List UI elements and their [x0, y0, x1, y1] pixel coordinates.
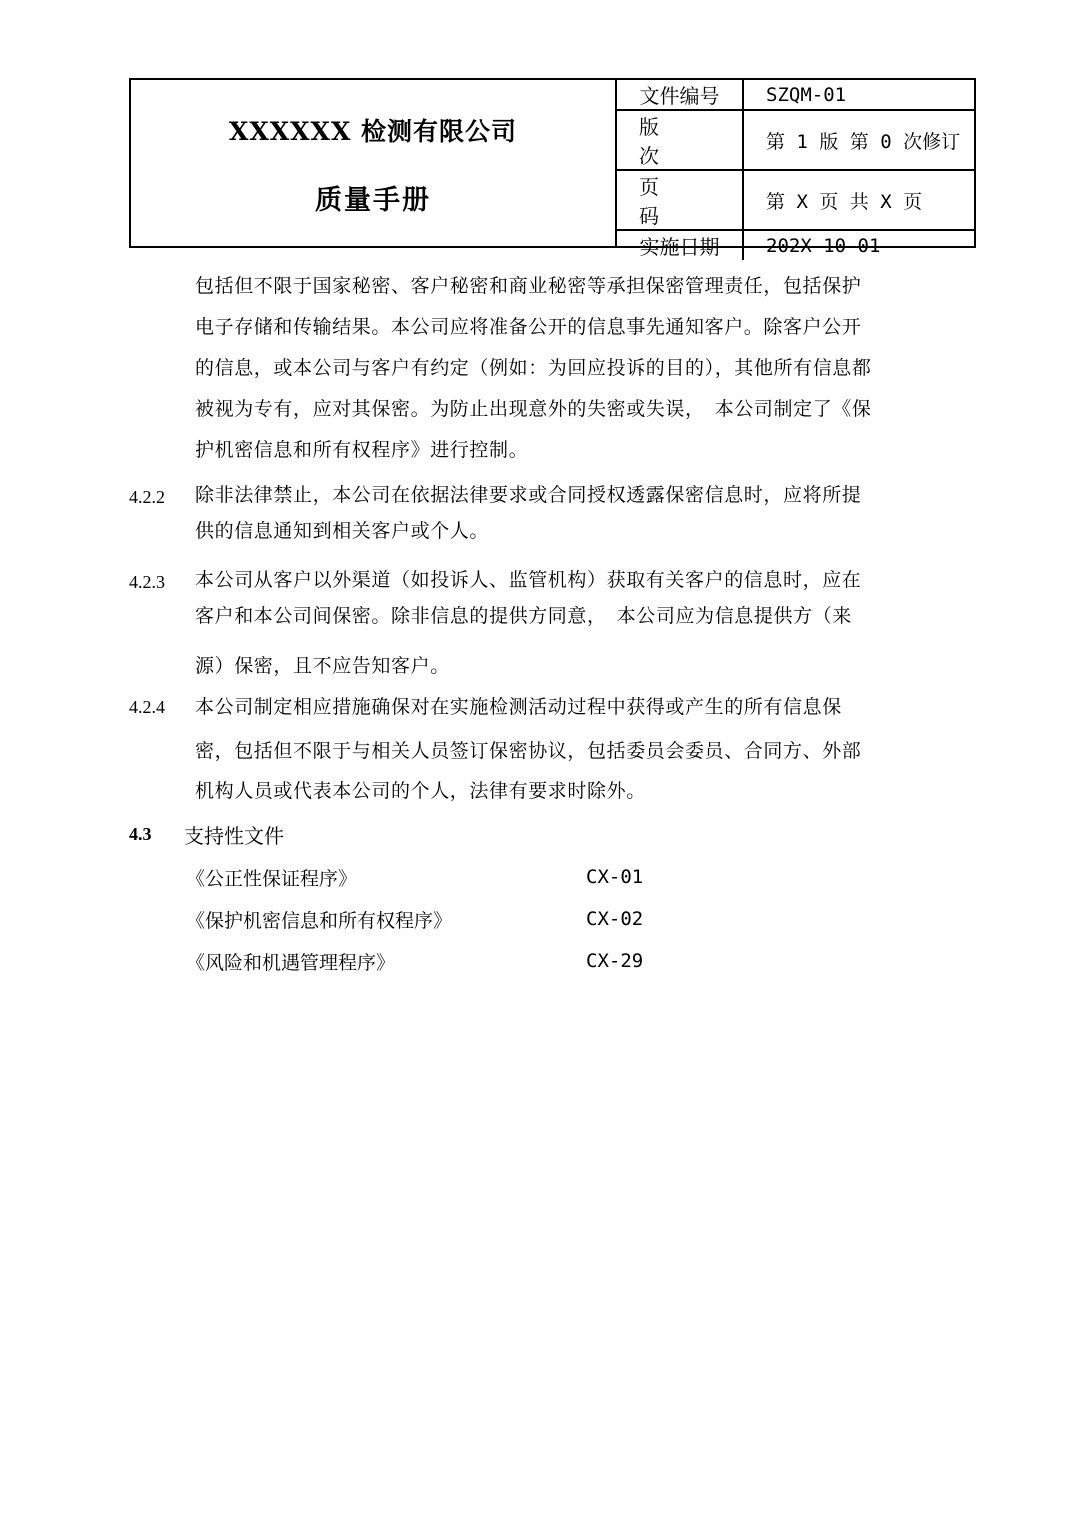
meta-value: 202X-10-01: [766, 234, 881, 257]
text-line: 源）保密，且不应告知客户。: [195, 655, 450, 677]
text-line: 被视为专有，应对其保密。为防止出现意外的失密或失误， 本公司制定了《保: [195, 398, 872, 420]
company-name: XXXXXX 检测有限公司: [228, 117, 518, 146]
clause-4-2-3: [195, 562, 861, 684]
supporting-document-code: CX-02: [586, 908, 644, 930]
manual-title: 质量手册: [315, 185, 431, 216]
meta-value: SZQM-01: [766, 83, 847, 106]
meta-value: 第 X 页 共 X 页: [766, 190, 923, 213]
meta-label: 版 次: [617, 111, 744, 169]
meta-value: 第 1 版 第 0 次修订: [766, 130, 961, 153]
header-meta: [617, 80, 974, 259]
text-line: 本公司制定相应措施确保对在实施检测活动过程中获得或产生的所有信息保: [195, 696, 842, 718]
supporting-document-code: CX-29: [586, 950, 644, 972]
supporting-document-name: 《风险和机遇管理程序》: [186, 952, 396, 974]
clause-number: 4.2.4: [129, 697, 165, 717]
meta-row-page: [617, 171, 974, 231]
meta-label: 页 码: [617, 171, 744, 229]
meta-row-file-number: [617, 80, 974, 111]
intro-paragraph: [195, 266, 872, 471]
clause-number: 4.2.2: [129, 487, 165, 507]
meta-row-edition: [617, 111, 974, 171]
section-title: 支持性文件: [184, 824, 284, 848]
text-line: 密，包括但不限于与相关人员签订保密协议，包括委员会委员、合同方、外部: [195, 740, 862, 762]
text-line: 客户和本公司间保密。除非信息的提供方同意， 本公司应为信息提供方（来: [195, 605, 852, 627]
meta-row-effective-date: [617, 231, 974, 260]
meta-label: 文件编号: [617, 80, 744, 109]
text-line: 电子存储和传输结果。本公司应将准备公开的信息事先通知客户。除客户公开: [195, 316, 862, 338]
text-line: 供的信息通知到相关客户或个人。: [195, 520, 490, 542]
text-line: 本公司从客户以外渠道（如投诉人、监管机构）获取有关客户的信息时，应在: [195, 569, 862, 591]
section-number: 4.3: [129, 824, 152, 844]
header-title-cell: [131, 80, 617, 246]
document-header-table: [129, 78, 976, 259]
clause-number: 4.2.3: [129, 572, 165, 592]
meta-label: 实施日期: [617, 231, 744, 260]
text-line: 机构人员或代表本公司的个人，法律有要求时除外。: [195, 780, 646, 802]
text-line: 包括但不限于国家秘密、客户秘密和商业秘密等承担保密管理责任，包括保护: [195, 275, 862, 297]
supporting-document-name: 《保护机密信息和所有权程序》: [186, 910, 453, 932]
text-line: 除非法律禁止，本公司在依据法律要求或合同授权透露保密信息时，应将所提: [195, 484, 862, 506]
text-line: 护机密信息和所有权程序》进行控制。: [195, 439, 529, 461]
clause-4-2-4: [195, 687, 861, 811]
supporting-document-name: 《公正性保证程序》: [186, 868, 358, 890]
text-line: 的信息，或本公司与客户有约定（例如：为回应投诉的目的），其他所有信息都: [195, 357, 872, 379]
clause-4-2-2: [195, 477, 861, 549]
supporting-document-code: CX-01: [586, 866, 644, 888]
